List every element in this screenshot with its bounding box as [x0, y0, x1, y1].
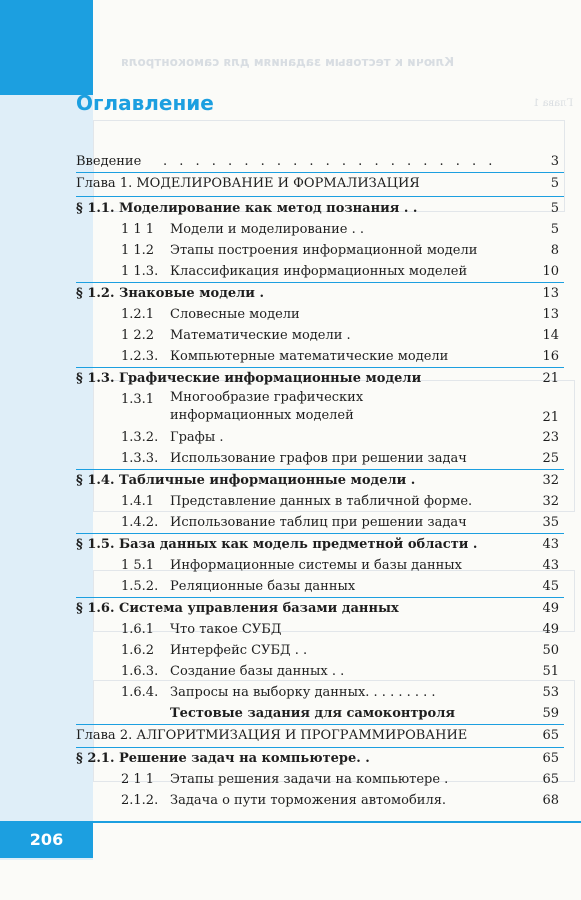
toc-entry-2-1-1[interactable]	[0, 769, 559, 790]
toc-entry-1-4-1[interactable]	[0, 491, 559, 512]
toc-entry-title: Словесные модели	[170, 307, 300, 322]
toc-entry-1-1-3[interactable]	[0, 261, 559, 282]
header-accent-block	[0, 0, 93, 95]
toc-entry-title-line-1: Многообразие графических	[170, 390, 364, 405]
toc-page-number: 43	[542, 537, 559, 552]
page-number: 206	[0, 821, 93, 858]
toc-entry-title: § 1.6. Система управления базами данных	[76, 601, 399, 616]
toc-entry-title: Интерфейс СУБД . .	[170, 643, 308, 658]
toc-entry-title: Математические модели .	[170, 328, 351, 343]
toc-entry-number: 1.3.3.	[121, 451, 159, 466]
toc-entry-number: 1.2.1	[121, 307, 155, 322]
toc-page-number: 14	[542, 328, 559, 343]
toc-entry-title: § 1.2. Знаковые модели .	[76, 286, 264, 301]
toc-page-number: 21	[542, 371, 559, 386]
toc-leaders: . . . . . . . . . . . . . . . . . . . . .	[163, 154, 497, 169]
toc-entry-1-2-1[interactable]	[0, 304, 559, 325]
toc-entry-number: 1.3.1	[121, 392, 155, 407]
toc-page-number: 21	[542, 410, 559, 425]
toc-entry-title: Этапы решения задачи на компьютере .	[170, 772, 449, 787]
toc-entry-title: Глава 1. МОДЕЛИРОВАНИЕ И ФОРМАЛИЗАЦИЯ	[76, 176, 420, 191]
toc-entry-title: Запросы на выборку данных. . . . . . . . .	[170, 685, 436, 700]
toc-page-number: 53	[542, 685, 559, 700]
toc-page-number: 59	[542, 706, 559, 721]
toc-page-number: 13	[542, 286, 559, 301]
toc-page-number: 25	[542, 451, 559, 466]
toc-page-number: 5	[550, 201, 559, 216]
toc-page-number: 35	[542, 515, 559, 530]
toc-entry-section-1-2[interactable]	[0, 283, 559, 304]
toc-entry-title: Представление данных в табличной форме.	[170, 494, 473, 509]
toc-page-number: 3	[550, 154, 559, 169]
toc-entry-title: Компьютерные математические модели	[170, 349, 449, 364]
toc-entry-1-6-2[interactable]	[0, 640, 559, 661]
toc-page-number: 32	[542, 473, 559, 488]
toc-entry-1-5-2[interactable]	[0, 576, 559, 597]
toc-entry-section-1-6[interactable]	[0, 598, 559, 619]
bleed-through-heading: Ключи к тестовым заданиям для самоконтроля	[121, 55, 455, 69]
toc-entry-number: 1 5.1	[121, 558, 155, 573]
toc-entry-number: 1 2.2	[121, 328, 155, 343]
toc-entry-section-2-1[interactable]	[0, 748, 559, 769]
toc-entry-section-1-4[interactable]	[0, 470, 559, 491]
toc-entry-1-1-1[interactable]	[0, 219, 559, 240]
toc-divider	[76, 196, 564, 197]
toc-entry-title: § 2.1. Решение задач на компьютере. .	[76, 751, 370, 766]
page-title: Оглавление	[76, 91, 214, 115]
toc-entry-title: Информационные системы и базы данных	[170, 558, 462, 573]
toc-entry-1-6-1[interactable]	[0, 619, 559, 640]
toc-entry-number: 2 1 1	[121, 772, 155, 787]
toc-entry-title: Модели и моделирование . .	[170, 222, 365, 237]
toc-entry-title: § 1.4. Табличные информационные модели .	[76, 473, 416, 488]
toc-page-number: 68	[542, 793, 559, 808]
toc-page-number: 13	[542, 307, 559, 322]
toc-entry-number: 1.5.2.	[121, 579, 159, 594]
toc-page-number: 23	[542, 430, 559, 445]
toc-page-number: 10	[542, 264, 559, 279]
toc-page-number: 65	[542, 751, 559, 766]
toc-entry-number: 1 1.3.	[121, 264, 159, 279]
toc-entry-number: 1.6.2	[121, 643, 155, 658]
toc-entry-tests[interactable]	[0, 703, 559, 724]
toc-entry-1-6-3[interactable]	[0, 661, 559, 682]
toc-entry-title: Глава 2. АЛГОРИТМИЗАЦИЯ И ПРОГРАММИРОВАНИЕ	[76, 728, 468, 743]
toc-page-number: 5	[550, 176, 559, 191]
toc-entry-title: § 1.3. Графические информационные модели	[76, 371, 422, 386]
toc-page-number: 16	[542, 349, 559, 364]
toc-entry-title: Использование графов при решении задач	[170, 451, 467, 466]
toc-entry-1-3-2[interactable]	[0, 427, 559, 448]
toc-entry-section-1-5[interactable]	[0, 534, 559, 555]
toc-entry-number: 1 1 1	[121, 222, 155, 237]
toc-entry-number: 2.1.2.	[121, 793, 159, 808]
toc-entry-title: § 1.5. База данных как модель предметной области .	[76, 537, 478, 552]
toc-page-number: 51	[542, 664, 559, 679]
toc-entry-title: Классификация информационных моделей	[170, 264, 468, 279]
toc-page-number: 45	[542, 579, 559, 594]
toc-entry-1-1-2[interactable]	[0, 240, 559, 261]
toc-page-number: 32	[542, 494, 559, 509]
toc-entry-title: Задача о пути торможения автомобиля.	[170, 793, 447, 808]
toc-entry-title: Что такое СУБД	[170, 622, 282, 637]
toc-entry-number: 1.2.3.	[121, 349, 159, 364]
toc-entry-number: 1.6.1	[121, 622, 155, 637]
toc-entry-title: Создание базы данных . .	[170, 664, 345, 679]
toc-entry-title: § 1.1. Моделирование как метод познания . .	[76, 201, 418, 216]
toc-entry-chapter-2[interactable]	[0, 725, 559, 746]
footer-rule	[93, 821, 581, 823]
toc-entry-number: 1 1.2	[121, 243, 155, 258]
toc-page-number: 65	[542, 772, 559, 787]
toc-entry-title: Реляционные базы данных	[170, 579, 356, 594]
toc-entry-1-2-2[interactable]	[0, 325, 559, 346]
toc-entry-number: 1.4.1	[121, 494, 155, 509]
toc-entry-title: Введение	[76, 154, 142, 169]
toc-entry-introduction[interactable]	[0, 151, 559, 172]
toc-entry-1-2-3[interactable]	[0, 346, 559, 367]
toc-page-number: 49	[542, 622, 559, 637]
toc-entry-1-5-1[interactable]	[0, 555, 559, 576]
toc-page-number: 65	[542, 728, 559, 743]
bleed-through-label: Глава 1	[533, 98, 574, 109]
toc-page-number: 43	[542, 558, 559, 573]
toc-entry-1-6-4[interactable]	[0, 682, 559, 703]
toc-entry-number: 1.6.3.	[121, 664, 159, 679]
toc-entry-title: Этапы построения информационной модели	[170, 243, 478, 258]
toc-entry-2-1-2[interactable]	[0, 790, 559, 811]
toc-entry-1-3-1[interactable]	[0, 389, 559, 427]
toc-entry-number: 1.4.2.	[121, 515, 159, 530]
toc-entry-number: 1.3.2.	[121, 430, 159, 445]
toc-entry-1-3-3[interactable]	[0, 448, 559, 469]
toc-entry-title: Графы .	[170, 430, 224, 445]
toc-entry-section-1-1[interactable]	[0, 198, 559, 219]
toc-page-number: 8	[550, 243, 559, 258]
toc-entry-number: 1.6.4.	[121, 685, 159, 700]
toc-entry-title: Тестовые задания для самоконтроля	[170, 706, 455, 721]
toc-entry-title: Использование таблиц при решении задач	[170, 515, 467, 530]
toc-entry-1-4-2[interactable]	[0, 512, 559, 533]
toc-entry-chapter-1[interactable]	[0, 173, 559, 194]
toc-page-number: 5	[550, 222, 559, 237]
toc-page-number: 49	[542, 601, 559, 616]
toc-entry-section-1-3[interactable]	[0, 368, 559, 389]
toc-page-number: 50	[542, 643, 559, 658]
toc-entry-title-line-2: информационных моделей	[170, 408, 354, 423]
